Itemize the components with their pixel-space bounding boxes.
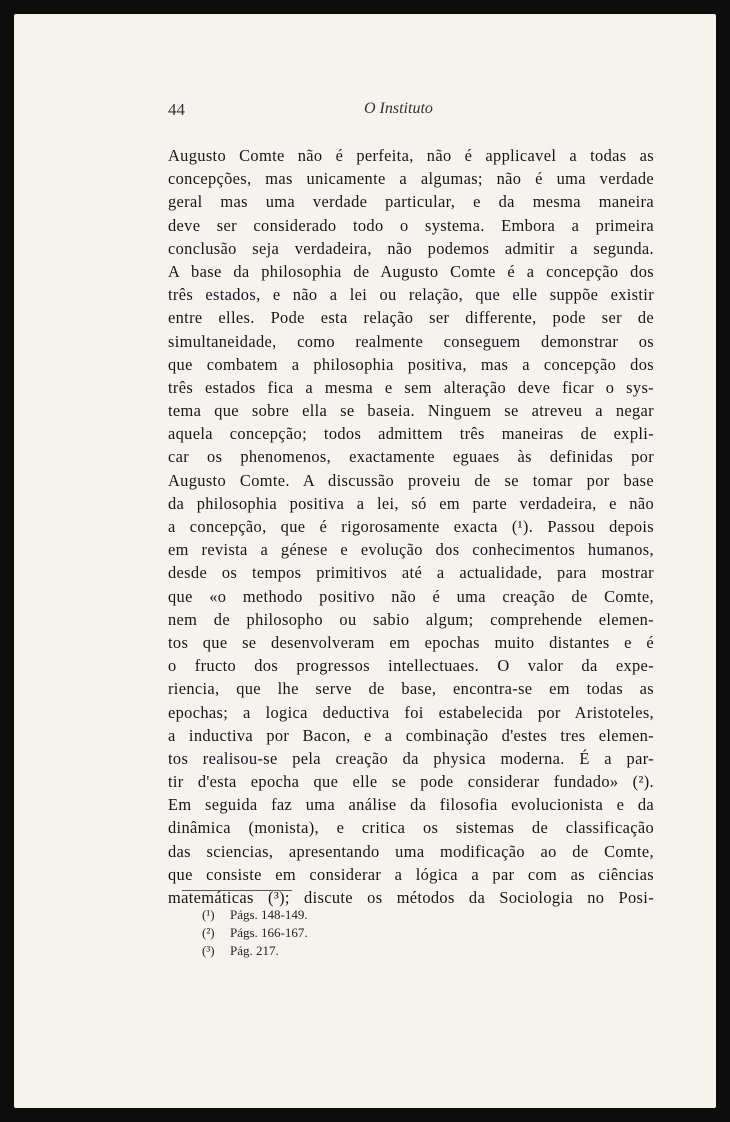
text-line: concepções, mas unicamente a algumas; não é uma verdade [168,169,654,189]
footnote-divider [182,890,292,891]
text-line: A base da philosophia de Augusto Comte é a concepção dos [168,261,654,281]
text-line: da philosophia positiva a lei, só em parte verdadeira, e não [168,493,654,513]
page-number: 44 [168,100,185,119]
text-line: tos que se desenvolveram em epochas muito distantes e é [168,632,654,652]
text-line: dinâmica (monista), e critica os sistemas de classificação [168,818,654,838]
body-text [168,144,654,909]
running-title: O Instituto [364,100,433,117]
text-line: em revista a génese e evolução dos conhecimentos humanos, [168,540,654,560]
footnote-mark: (³) [202,943,215,958]
text-line: simultaneidade, como realmente conseguem demonstrar os [168,331,654,351]
footnotes [202,906,308,960]
text-line: matemáticas (³); discute os métodos da Sociologia no Posi- [168,888,654,907]
footnote-text: Págs. 148-149. [230,907,308,922]
text-line: o fructo dos progressos intellectuaes. O valor da expe- [168,656,654,676]
text-line: que «o methodo positivo não é uma creação de Comte, [168,586,654,606]
book-page [14,14,716,1108]
footnote [202,924,308,942]
footnote-mark: (¹) [202,907,215,922]
text-line: Augusto Comte. A discussão proveiu de se tomar por base [168,470,654,490]
text-line: deve ser considerado todo o systema. Embora a primeira [168,215,654,235]
footnote-text: Pág. 217. [230,943,279,958]
text-line: riencia, que lhe serve de base, encontra-se em todas as [168,679,654,699]
text-line: aquela concepção; todos admittem três maneiras de expli- [168,424,654,444]
text-line: a inductiva por Bacon, e a combinação d'estes tres elemen- [168,725,654,745]
text-line: entre elles. Pode esta relação ser differente, pode ser de [168,308,654,328]
text-line: que combatem a philosophia positiva, mas a concepção dos [168,354,654,374]
footnote-mark: (²) [202,925,215,940]
text-line: que consiste em considerar a lógica a par com as ciências [168,864,654,884]
text-line: epochas; a logica deductiva foi estabelecida por Aristoteles, [168,702,654,722]
text-line: conclusão seja verdadeira, não podemos admitir a segunda. [168,238,654,258]
footnote [202,906,308,924]
text-line: desde os tempos primitivos até a actualidade, para mostrar [168,563,654,583]
text-line: das sciencias, apresentando uma modificação ao de Comte, [168,841,654,861]
text-line: a concepção, que é rigorosamente exacta (¹). Passou depois [168,517,654,536]
text-line: tema que sobre ella se baseia. Ninguem se atreveu a negar [168,401,654,421]
text-line: tir d'esta epocha que elle se pode considerar fundado» (²). [168,772,654,792]
text-line: geral mas uma verdade particular, e da mesma maneira [168,192,654,212]
text-line: três estados, e não a lei ou relação, que elle suppõe existir [168,285,654,305]
footnote [202,942,308,960]
text-line: Em seguida faz uma análise da filosofia evolucionista e da [168,795,654,815]
text-line: Augusto Comte não é perfeita, não é applicavel a todas as [168,146,654,165]
page-header [14,100,716,124]
footnote-text: Págs. 166-167. [230,925,308,940]
text-line: três estados fica a mesma e sem alteração deve ficar o sys- [168,377,654,397]
text-line: tos realisou-se pela creação da physica moderna. É a par- [168,748,654,768]
text-line: nem de philosopho ou sabio algum; comprehende elemen- [168,609,654,629]
text-line: car os phenomenos, exactamente eguaes às definidas por [168,447,654,467]
